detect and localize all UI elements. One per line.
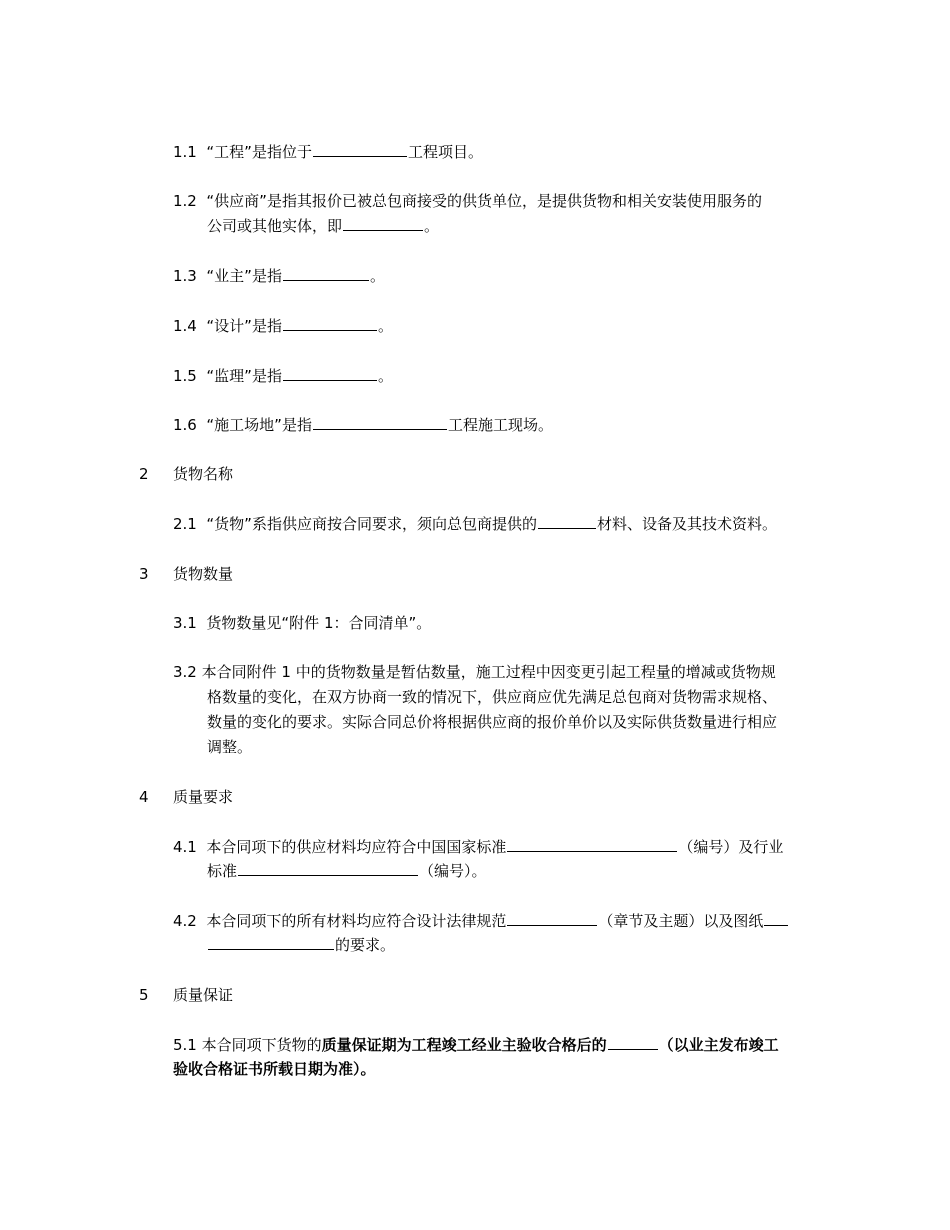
clause-text-bold: 验收合格证书所载日期为准）。 bbox=[173, 1060, 376, 1078]
section-title: 质量要求 bbox=[173, 788, 234, 806]
clause-text: “施工场地”是指 bbox=[206, 416, 312, 434]
blank-field[interactable] bbox=[283, 265, 369, 281]
section-5-heading bbox=[0, 984, 950, 1006]
clause-1-3 bbox=[173, 265, 385, 287]
clause-number: 1.4 bbox=[173, 317, 197, 335]
clause-text: “监理”是指 bbox=[206, 367, 282, 385]
blank-field[interactable] bbox=[283, 315, 377, 331]
clause-2-1 bbox=[173, 513, 777, 535]
clause-text: 标准 bbox=[207, 862, 238, 880]
clause-number: 1.2 bbox=[173, 192, 197, 210]
clause-4-1-cont bbox=[207, 860, 487, 882]
clause-text: 。 bbox=[377, 317, 393, 335]
section-number: 3 bbox=[139, 565, 149, 583]
blank-field[interactable] bbox=[313, 414, 447, 430]
clause-text: 调整。 bbox=[207, 738, 253, 756]
clause-text-bold: （以业主发布竣工 bbox=[658, 1036, 779, 1054]
clause-text: 工程施工现场。 bbox=[447, 416, 553, 434]
blank-field[interactable] bbox=[283, 365, 377, 381]
clause-text: “设计”是指 bbox=[206, 317, 282, 335]
clause-1-1 bbox=[173, 141, 483, 163]
clause-3-2-line2 bbox=[207, 686, 777, 708]
clause-3-2-line1 bbox=[173, 661, 776, 683]
blank-field[interactable] bbox=[507, 910, 597, 926]
clause-text: “货物”系指供应商按合同要求，须向总包商提供的 bbox=[206, 515, 537, 533]
section-title: 货物数量 bbox=[173, 565, 234, 583]
clause-1-6 bbox=[173, 414, 553, 436]
section-title: 质量保证 bbox=[173, 986, 234, 1004]
clause-text: （章节及主题）以及图纸 bbox=[598, 912, 764, 930]
clause-1-5 bbox=[173, 365, 393, 387]
clause-3-2-line3 bbox=[207, 711, 777, 733]
clause-number: 1.3 bbox=[173, 267, 197, 285]
clause-text: “工程”是指位于 bbox=[206, 143, 312, 161]
clause-1-4 bbox=[173, 315, 393, 337]
clause-text: 本合同项下的供应材料均应符合中国国家标准 bbox=[206, 838, 507, 856]
section-number: 2 bbox=[139, 465, 149, 483]
clause-text: （编号）。 bbox=[419, 862, 487, 880]
clause-number: 1.1 bbox=[173, 143, 197, 161]
clause-text-bold: 质量保证期为工程竣工经业主验收合格后的 bbox=[321, 1036, 607, 1054]
clause-text: 的要求。 bbox=[335, 936, 396, 954]
clause-text: 。 bbox=[369, 267, 385, 285]
blank-field[interactable] bbox=[538, 513, 596, 529]
clause-number: 1.5 bbox=[173, 367, 197, 385]
section-4-heading bbox=[0, 786, 950, 808]
section-3-heading bbox=[0, 563, 950, 585]
clause-text: （编号）及行业 bbox=[678, 838, 784, 856]
clause-text: 工程项目。 bbox=[407, 143, 483, 161]
clause-text: 货物数量见“附件 1：合同清单”。 bbox=[206, 614, 432, 632]
clause-text: 本合同项下的所有材料均应符合设计法律规范 bbox=[206, 912, 507, 930]
clause-text: 材料、设备及其技术资料。 bbox=[596, 515, 777, 533]
section-number: 4 bbox=[139, 788, 149, 806]
section-title: 货物名称 bbox=[173, 465, 234, 483]
clause-1-2-cont bbox=[207, 215, 439, 237]
clause-5-1 bbox=[173, 1034, 779, 1056]
clause-text: 数量的变化的要求。实际合同总价将根据供应商的报价单价以及实际供货数量进行相应 bbox=[207, 713, 778, 731]
clause-4-1 bbox=[173, 836, 783, 858]
clause-text: 公司或其他实体，即 bbox=[207, 217, 343, 235]
clause-number: 1.6 bbox=[173, 416, 197, 434]
clause-text: 3.2 本合同附件 1 中的货物数量是暂估数量，施工过程中因变更引起工程量的增减或货物规 bbox=[173, 663, 776, 681]
blank-field[interactable] bbox=[343, 215, 423, 231]
blank-field[interactable] bbox=[238, 860, 418, 876]
clause-4-2 bbox=[173, 910, 789, 932]
clause-text: “供应商”是指其报价已被总包商接受的供货单位，是提供货物和相关安装使用服务的 bbox=[206, 192, 762, 210]
clause-number: 4.2 bbox=[173, 912, 197, 930]
clause-number: 4.1 bbox=[173, 838, 197, 856]
section-number: 5 bbox=[139, 986, 149, 1004]
clause-text: “业主”是指 bbox=[206, 267, 282, 285]
clause-text: 。 bbox=[424, 217, 440, 235]
blank-field[interactable] bbox=[313, 141, 407, 157]
clause-1-2 bbox=[173, 190, 762, 212]
blank-field[interactable] bbox=[208, 934, 334, 950]
blank-field[interactable] bbox=[764, 910, 788, 926]
clause-3-2-line4 bbox=[207, 736, 252, 758]
blank-field[interactable] bbox=[608, 1034, 658, 1050]
clause-3-1 bbox=[173, 612, 431, 634]
section-2-heading bbox=[0, 463, 950, 485]
clause-text: 。 bbox=[377, 367, 393, 385]
blank-field[interactable] bbox=[507, 836, 677, 852]
clause-text: 格数量的变化，在双方协商一致的情况下，供应商应优先满足总包商对货物需求规格、 bbox=[207, 688, 778, 706]
clause-number: 2.1 bbox=[173, 515, 197, 533]
clause-5-1-cont bbox=[173, 1058, 376, 1080]
clause-4-2-cont bbox=[207, 934, 395, 956]
clause-text: 5.1 本合同项下货物的 bbox=[173, 1036, 322, 1054]
clause-number: 3.1 bbox=[173, 614, 197, 632]
